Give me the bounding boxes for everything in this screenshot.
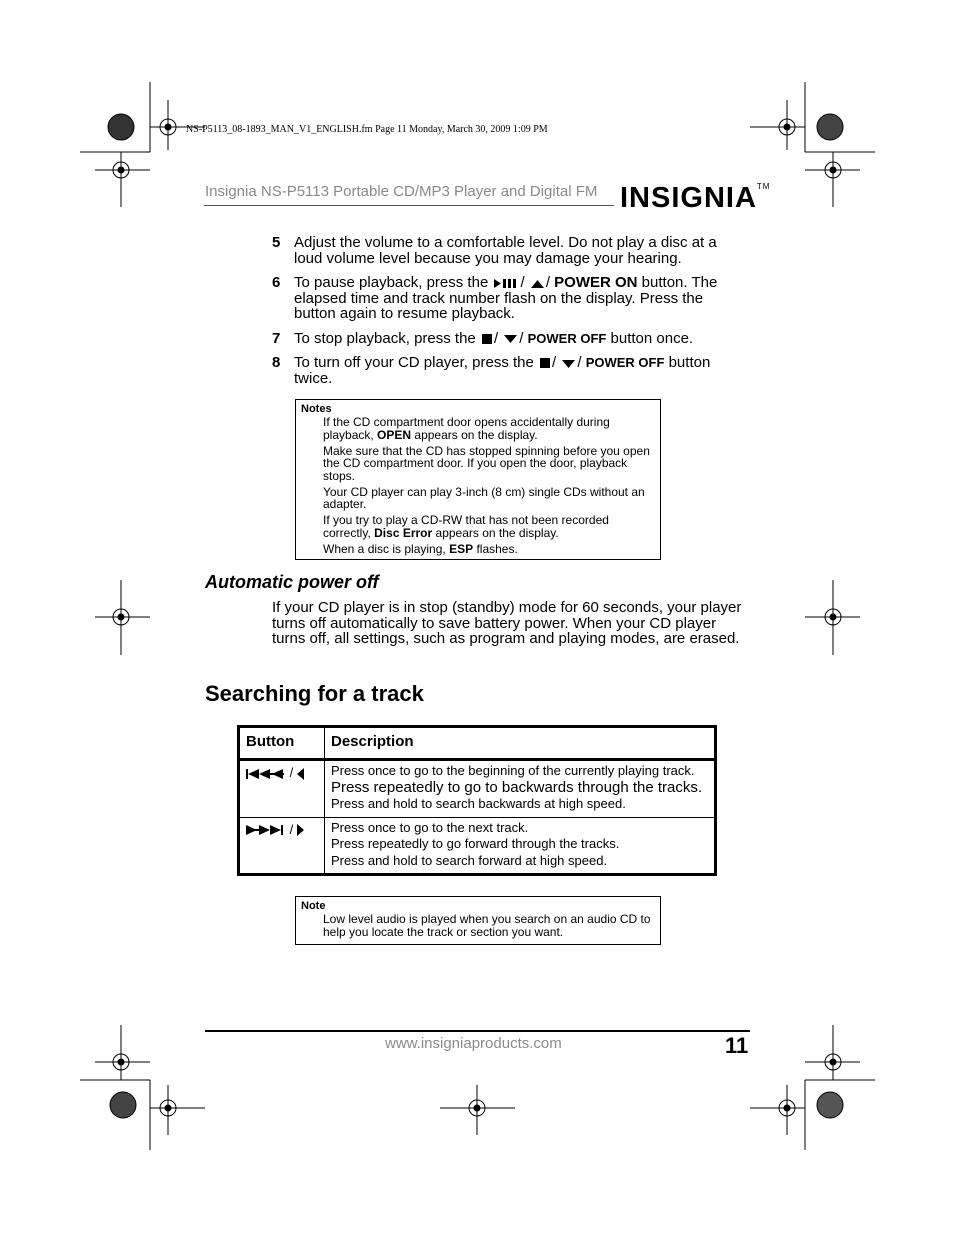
power-off-label: POWER OFF bbox=[585, 355, 665, 370]
separator: / bbox=[519, 329, 524, 347]
step-8 bbox=[272, 355, 742, 386]
row-desc-line: Press and hold to search backwards at high speed. bbox=[331, 796, 626, 811]
footer-url: www.insigniaproducts.com bbox=[385, 1035, 562, 1052]
logo-text: INSIGNIA bbox=[620, 182, 757, 214]
step-number: 5 bbox=[272, 234, 281, 251]
row-desc-line: Press and hold to search forward at high speed. bbox=[331, 852, 608, 868]
step-text: button once. bbox=[610, 329, 694, 347]
power-on-label: POWER ON bbox=[554, 274, 638, 291]
separator: / bbox=[520, 274, 525, 291]
skip-forward-icon bbox=[246, 824, 286, 836]
row-desc-line: Press once to go to the beginning of the currently playing track. bbox=[331, 763, 695, 778]
note-item: Make sure that the CD has stopped spinning before you open the CD compartment door. If you open the door, playback stops. bbox=[323, 443, 650, 483]
step-text: To stop playback, press the bbox=[294, 329, 476, 347]
row-desc-line: Press once to go to the next track. bbox=[331, 819, 529, 835]
left-chevron-icon bbox=[297, 768, 304, 780]
step-7 bbox=[272, 331, 742, 347]
table-row bbox=[239, 760, 716, 818]
note-item: If you try to play a CD-RW that has not been recorded correctly, Disc Error appears on the display. bbox=[323, 513, 609, 540]
insignia-logo bbox=[620, 182, 770, 215]
auto-power-off-heading: Automatic power off bbox=[205, 572, 379, 592]
note-title: Note bbox=[301, 900, 326, 912]
step-number: 7 bbox=[272, 329, 281, 347]
separator: / bbox=[493, 329, 499, 347]
table-header bbox=[239, 727, 716, 760]
separator: / bbox=[289, 765, 294, 780]
power-off-label: POWER OFF bbox=[527, 330, 607, 346]
note-item: Low level audio is played when you search on an audio CD to help you locate the track or section you want. bbox=[323, 912, 651, 939]
page-number: 11 bbox=[725, 1033, 749, 1058]
step-number: 8 bbox=[272, 354, 281, 371]
step-text: button twice. bbox=[294, 354, 711, 387]
button-table bbox=[237, 725, 717, 876]
separator: / bbox=[545, 274, 550, 291]
step-text: Adjust the volume to a comfortable level. Do not play a disc at a loud volume level because you may damage your hearing. bbox=[294, 234, 717, 267]
step-number: 6 bbox=[272, 274, 281, 291]
logo-tm: TM bbox=[756, 182, 771, 191]
row-desc-line: Press repeatedly to go forward through the tracks. bbox=[331, 836, 620, 851]
table-row bbox=[239, 817, 716, 875]
separator: / bbox=[289, 821, 294, 837]
eject-up-icon bbox=[531, 279, 544, 288]
stop-icon bbox=[482, 334, 492, 344]
note-item: Your CD player can play 3-inch (8 cm) single CDs without an adapter. bbox=[323, 484, 645, 511]
step-list bbox=[272, 235, 742, 395]
step-text: button. The elapsed time and track number flash on the display. Press the button again to resume playback. bbox=[294, 274, 718, 322]
note-item: If the CD compartment door opens accidentally during playback, OPEN appears on the display. bbox=[323, 415, 610, 442]
step-text: To turn off your CD player, press the bbox=[294, 354, 534, 371]
step-6 bbox=[272, 275, 742, 322]
notes-title: Notes bbox=[301, 403, 332, 415]
down-arrow-icon bbox=[562, 359, 575, 368]
note-item: When a disc is playing, ESP flashes. bbox=[323, 541, 518, 556]
note-box bbox=[295, 896, 661, 945]
col-description: Description bbox=[325, 727, 716, 760]
play-pause-icon bbox=[494, 278, 518, 289]
search-heading: Searching for a track bbox=[205, 681, 424, 706]
step-5 bbox=[272, 235, 742, 266]
skip-back-icon bbox=[246, 768, 286, 780]
header-rule bbox=[204, 205, 614, 206]
col-button: Button bbox=[239, 727, 325, 760]
separator: / bbox=[552, 354, 557, 371]
footer-rule bbox=[205, 1030, 750, 1032]
down-arrow-icon bbox=[504, 334, 517, 343]
running-head: Insignia NS-P5113 Portable CD/MP3 Player and Digital FM bbox=[205, 183, 598, 200]
row-desc-line: Press repeatedly to go to backwards through the tracks. bbox=[331, 778, 703, 796]
right-chevron-icon bbox=[297, 824, 304, 836]
notes-box bbox=[295, 399, 661, 560]
file-header: NS-P5113_08-1893_MAN_V1_ENGLISH.fm Page 11 Monday, March 30, 2009 1:09 PM bbox=[186, 124, 548, 135]
auto-power-off-text: If your CD player is in stop (standby) mode for 60 seconds, your player turns off automatically to save battery power. When your CD player turns off, all settings, such as program and playing modes, are erased. bbox=[272, 599, 742, 647]
separator: / bbox=[577, 354, 582, 371]
step-text: To pause playback, press the bbox=[294, 274, 489, 291]
stop-icon bbox=[540, 358, 550, 368]
